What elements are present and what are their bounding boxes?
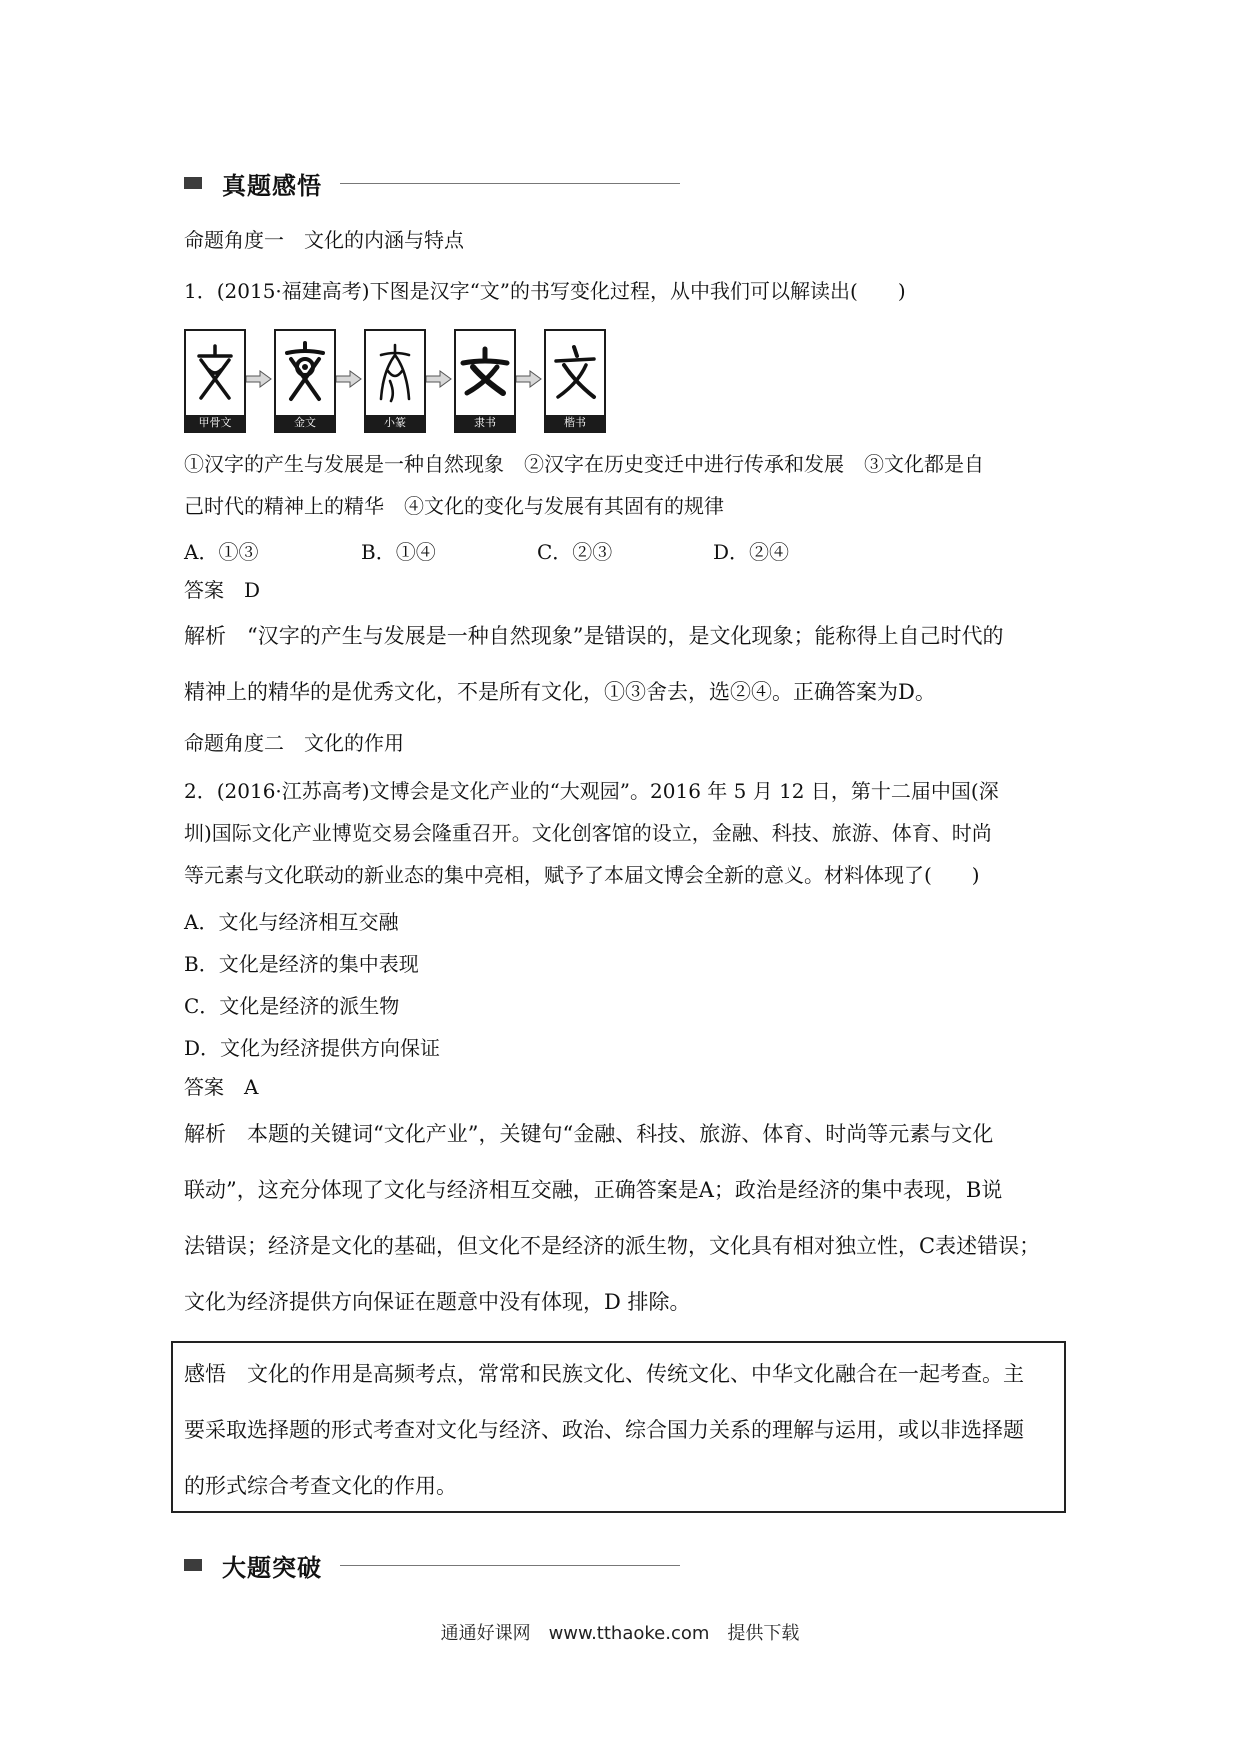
topic-heading-1: 命题角度一 文化的内涵与特点 xyxy=(184,228,464,252)
script-box-xiaozhuan xyxy=(364,329,426,433)
section-divider xyxy=(340,1565,680,1566)
option-a: A．①③ xyxy=(184,540,259,564)
script-caption: 甲骨文 xyxy=(186,415,244,431)
option-c: C．文化是经济的派生物 xyxy=(184,994,400,1018)
option-b: B．①④ xyxy=(361,540,436,564)
jinwen-glyph xyxy=(276,339,334,407)
script-box-jiaguwen xyxy=(184,329,246,433)
question-2-stem-line-2: 圳)国际文化产业博览交易会隆重召开。文化创客馆的设立，金融、科技、旅游、体育、时尚 xyxy=(184,821,992,845)
summary-line-1: 感悟 文化的作用是高频考点，常常和民族文化、传统文化、中华文化融合在一起考查。主 xyxy=(184,1362,1024,1386)
section-marker-icon xyxy=(184,1559,202,1571)
script-caption: 隶书 xyxy=(456,415,514,431)
section-divider xyxy=(340,183,680,184)
lishu-glyph xyxy=(456,339,514,407)
answer-2: 答案 A xyxy=(184,1075,259,1099)
analysis-2-line-4: 文化为经济提供方向保证在题意中没有体现，D 排除。 xyxy=(184,1290,691,1314)
analysis-2-line-1: 解析 本题的关键词“文化产业”，关键句“金融、科技、旅游、体育、时尚等元素与文化 xyxy=(184,1122,994,1146)
arrow-right-icon xyxy=(516,370,542,388)
script-caption: 小篆 xyxy=(366,415,424,431)
kaishu-glyph xyxy=(546,339,604,407)
footer-credit: 通通好课网 www.tthaoke.com 提供下载 xyxy=(440,1623,800,1644)
answer-1: 答案 D xyxy=(184,578,261,602)
option-c: C．②③ xyxy=(537,540,613,564)
arrow-right-icon xyxy=(246,370,272,388)
analysis-2-line-3: 法错误；经济是文化的基础，但文化不是经济的派生物，文化具有相对独立性，C表述错误； xyxy=(184,1234,1041,1258)
statements-line-1: ①汉字的产生与发展是一种自然现象 ②汉字在历史变迁中进行传承和发展 ③文化都是自 xyxy=(184,452,984,476)
section-title: 大题突破 xyxy=(222,1552,322,1582)
question-2-stem-line-1: 2．(2016·江苏高考)文博会是文化产业的“大观园”。2016 年 5 月 12 日，第十二届中国(深 xyxy=(184,779,999,803)
section-heading-dati xyxy=(184,1550,680,1580)
summary-box xyxy=(171,1341,1066,1513)
character-evolution-figure xyxy=(184,329,604,431)
section-title: 真题感悟 xyxy=(222,170,322,200)
option-a: A．文化与经济相互交融 xyxy=(184,910,399,934)
statements-line-2: 己时代的精神上的精华 ④文化的变化与发展有其固有的规律 xyxy=(184,494,724,518)
script-caption: 金文 xyxy=(276,415,334,431)
script-box-lishu xyxy=(454,329,516,433)
script-box-jinwen xyxy=(274,329,336,433)
script-box-kaishu xyxy=(544,329,606,433)
section-marker-icon xyxy=(184,177,202,189)
arrow-right-icon xyxy=(336,370,362,388)
analysis-2-line-2: 联动”，这充分体现了文化与经济相互交融，正确答案是A；政治是经济的集中表现，B说 xyxy=(184,1178,1003,1202)
option-d: D．文化为经济提供方向保证 xyxy=(184,1036,441,1060)
jiaguwen-glyph xyxy=(186,339,244,407)
summary-line-2: 要采取选择题的形式考查对文化与经济、政治、综合国力关系的理解与运用，或以非选择题 xyxy=(184,1418,1024,1442)
arrow-right-icon xyxy=(426,370,452,388)
option-b: B．文化是经济的集中表现 xyxy=(184,952,419,976)
option-d: D．②④ xyxy=(713,540,790,564)
question-1-stem: 1．(2015·福建高考)下图是汉字“文”的书写变化过程，从中我们可以解读出( ) xyxy=(184,279,906,303)
topic-heading-2: 命题角度二 文化的作用 xyxy=(184,731,404,755)
analysis-1-line-1: 解析 “汉字的产生与发展是一种自然现象”是错误的，是文化现象；能称得上自己时代的 xyxy=(184,624,1004,648)
script-caption: 楷书 xyxy=(546,415,604,431)
summary-line-3: 的形式综合考查文化的作用。 xyxy=(184,1474,457,1498)
section-heading-zhenti xyxy=(184,168,680,198)
analysis-1-line-2: 精神上的精华的是优秀文化，不是所有文化，①③舍去，选②④。正确答案为D。 xyxy=(184,680,936,704)
question-2-stem-line-3: 等元素与文化联动的新业态的集中亮相，赋予了本届文博会全新的意义。材料体现了( ) xyxy=(184,863,980,887)
xiaozhuan-glyph xyxy=(366,339,424,407)
